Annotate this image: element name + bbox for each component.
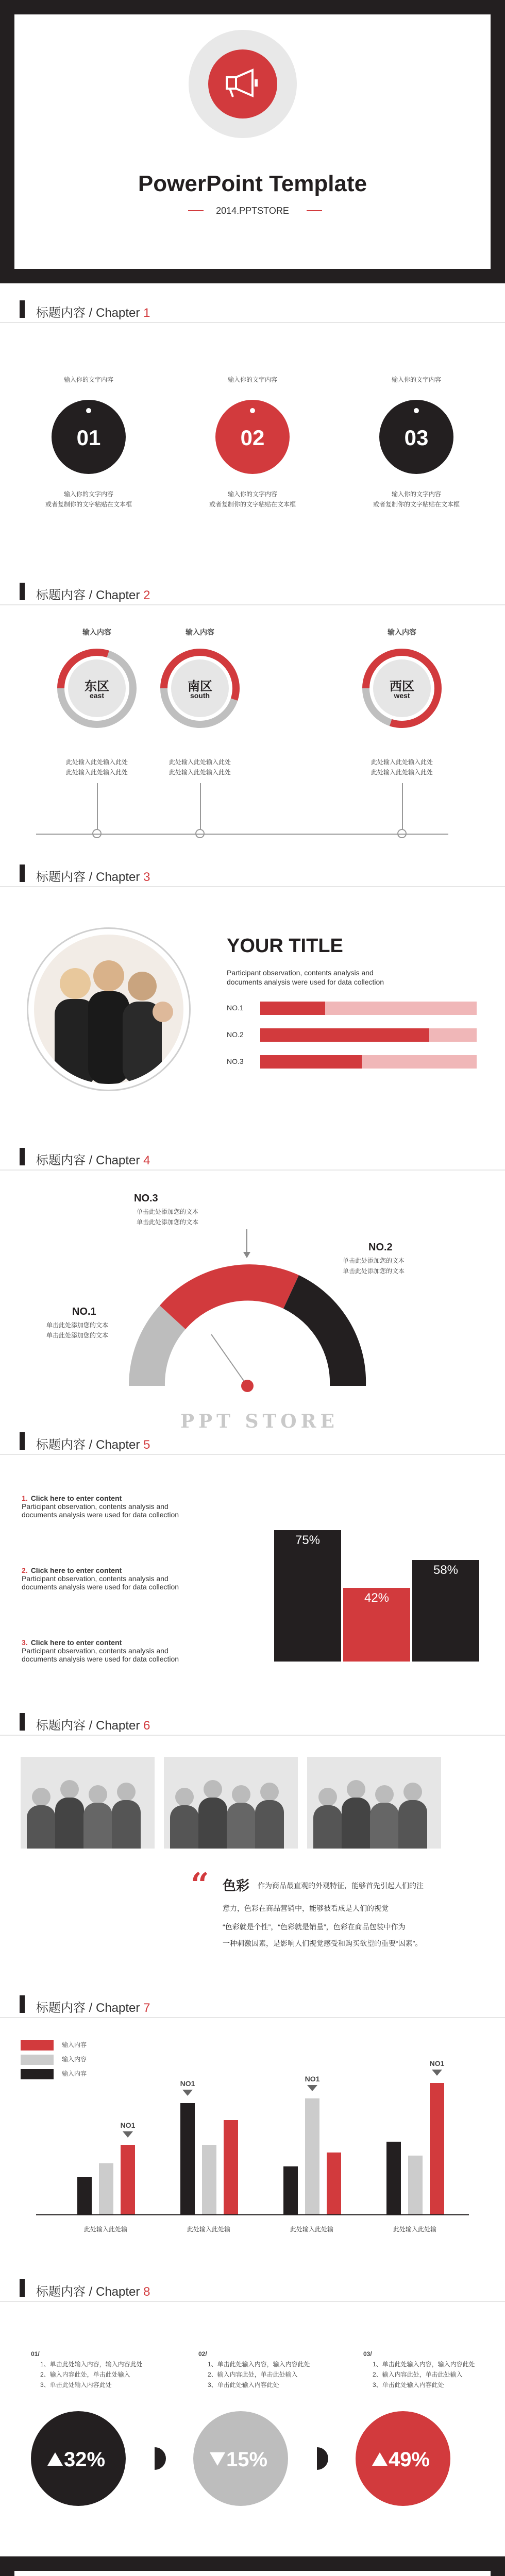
arrow-down-icon xyxy=(243,1229,250,1258)
quote-line-3: “色彩就是个性”，“色彩就是销量”，色彩在商品包装中作为 xyxy=(223,1923,406,1931)
bar-fill xyxy=(260,1002,325,1015)
column-line: 2、输入内容此处，单击此处输入 xyxy=(208,2371,298,2378)
bar-label: NO.3 xyxy=(227,1057,244,1065)
column-line: 3、单击此处输入内容此处 xyxy=(373,2381,444,2388)
gauge-text: 单击此处添加您的文本 xyxy=(136,1218,198,1226)
person-head xyxy=(60,1780,79,1799)
gauge-text: 单击此处添加您的文本 xyxy=(46,1332,109,1339)
region-text: 此处输入此处输入此处 xyxy=(65,769,128,776)
stat-value: 32% xyxy=(64,2448,106,2471)
person-head xyxy=(375,1785,394,1804)
gauge-label: NO.1 xyxy=(72,1306,96,1317)
region-name-en: west xyxy=(394,691,410,700)
region-text: 此处输入此处输入此处 xyxy=(371,758,433,766)
item-heading xyxy=(22,1494,264,1502)
legend-swatch xyxy=(21,2040,54,2050)
gauge-label: NO.3 xyxy=(134,1193,158,1204)
timeline-stem xyxy=(402,783,403,831)
item-head-text: Click here to enter content xyxy=(30,1638,122,1647)
megaphone-icon xyxy=(223,68,264,100)
item-head-text: Click here to enter content xyxy=(30,1494,122,1502)
region-name-zh: 南区 xyxy=(188,680,212,693)
bar-tag: NO1 xyxy=(305,2075,320,2083)
closing-frame xyxy=(0,2556,505,2576)
cover-title: PowerPoint Template xyxy=(138,171,367,196)
region-name-en: south xyxy=(190,691,210,700)
bar-label: NO.1 xyxy=(227,1004,244,1012)
chapter-1-header: 标题内容 / Chapter 1 xyxy=(0,291,505,327)
column-line: 3、单击此处输入内容此处 xyxy=(208,2381,279,2388)
person-body xyxy=(313,1805,342,1849)
person-head xyxy=(89,1785,107,1804)
chart-bar xyxy=(274,1530,341,1662)
item-bottom-text: 或者复制你的文字粘贴在文本框 xyxy=(373,501,460,508)
chapter-4-header: 标题内容 / Chapter 4 xyxy=(0,1139,505,1175)
region-name-zh: 东区 xyxy=(85,680,109,693)
quote-line-1: 作为商品最直观的外观特征，能够首先引起人们的注 xyxy=(258,1882,424,1890)
column-line: 2、输入内容此处，单击此处输入 xyxy=(373,2371,463,2378)
legend-label: 输入内容 xyxy=(62,2041,87,2048)
chart-bar xyxy=(180,2103,195,2214)
person-body xyxy=(370,1803,399,1849)
region-heading: 输入内容 xyxy=(186,628,214,636)
bar-tag: NO1 xyxy=(429,2059,445,2067)
disc-hole xyxy=(414,408,419,413)
chart-bar xyxy=(121,2145,135,2214)
item-bottom-text: 输入你的文字内容 xyxy=(227,490,277,498)
chapter-6-header: 标题内容 / Chapter 6 xyxy=(0,1704,505,1740)
list-item xyxy=(22,1638,264,1663)
arrow-up-icon xyxy=(47,2452,63,2466)
gauge-text: 单击此处添加您的文本 xyxy=(46,1321,109,1329)
chart-bar xyxy=(305,2098,319,2214)
list-item xyxy=(22,1494,264,1519)
column-heading: 02/ xyxy=(198,2350,207,2358)
item-line: documents analysis were used for data collection xyxy=(22,1655,179,1663)
item-heading xyxy=(22,1566,264,1574)
chart-bar xyxy=(327,2153,341,2214)
item-line: documents analysis were used for data collection xyxy=(22,1511,179,1519)
gauge-label: NO.2 xyxy=(368,1242,393,1253)
person-body xyxy=(342,1798,371,1849)
chart-bar xyxy=(224,2120,238,2214)
cover-rule-right xyxy=(307,210,322,211)
triangle-down-icon xyxy=(123,2131,133,2138)
bar-label: NO.2 xyxy=(227,1030,244,1039)
item-head-text: Click here to enter content xyxy=(30,1566,122,1574)
gauge-text: 单击此处添加您的文本 xyxy=(343,1257,405,1264)
chart-bar-label: 42% xyxy=(364,1591,390,1605)
group-caption: 此处输入此处输 xyxy=(187,2226,230,2233)
region-name-zh: 西区 xyxy=(390,680,414,693)
triangle-down-icon xyxy=(432,2070,442,2076)
region-text: 此处输入此处输入此处 xyxy=(65,758,128,766)
group-caption: 此处输入此处输 xyxy=(393,2226,436,2233)
person-head xyxy=(32,1788,50,1806)
bar-fill xyxy=(260,1028,429,1042)
group-caption: 此处输入此处输 xyxy=(83,2226,127,2233)
item-number: 2. xyxy=(22,1566,28,1574)
chapter-3-header: 标题内容 / Chapter 3 xyxy=(0,855,505,891)
legend-swatch xyxy=(21,2069,54,2079)
arrow-up-icon xyxy=(372,2452,388,2466)
item-top-text: 输入你的文字内容 xyxy=(391,376,441,383)
quote-mark-icon: “ xyxy=(191,1866,209,1903)
legend-label: 输入内容 xyxy=(62,2056,87,2063)
sec3-desc-1: Participant observation, contents analysis and xyxy=(227,969,374,977)
item-bottom-text: 输入你的文字内容 xyxy=(391,490,441,498)
gauge-text: 单击此处添加您的文本 xyxy=(136,1208,198,1215)
disc-hole xyxy=(250,408,255,413)
watermark: PPT STORE xyxy=(180,1411,339,1432)
gauge-chart xyxy=(113,1252,381,1401)
group-caption: 此处输入此处输 xyxy=(290,2226,333,2233)
chapter-7-header: 标题内容 / Chapter 7 xyxy=(0,1986,505,2022)
chapter-8-header: 标题内容 / Chapter 8 xyxy=(0,2270,505,2306)
region-text: 此处输入此处输入此处 xyxy=(169,758,231,766)
triangle-down-icon xyxy=(307,2085,317,2091)
bar-tag: NO1 xyxy=(180,2079,195,2088)
item-top-text: 输入你的文字内容 xyxy=(227,376,277,383)
person-body xyxy=(255,1800,284,1849)
bar-fill xyxy=(260,1055,362,1069)
item-number: 03 xyxy=(404,426,429,450)
item-bottom-text: 输入你的文字内容 xyxy=(63,490,113,498)
chart-bar xyxy=(202,2145,216,2214)
quote-line-4: 一种刺激因素，是影响人们视觉感受和购买欲望的重要“因素”。 xyxy=(223,1939,423,1947)
person-body xyxy=(170,1805,199,1849)
chart-bar-label: 75% xyxy=(295,1533,321,1547)
chart-bar xyxy=(408,2156,423,2214)
quote-line-2: 意力，色彩在商品营销中，能够被看成是人们的视觉 xyxy=(223,1904,389,1912)
column-line: 1、单击此处输入内容，输入内容此处 xyxy=(373,2361,475,2368)
chapter-number: 1 xyxy=(143,306,150,320)
item-number: 1. xyxy=(22,1494,28,1502)
person-body xyxy=(227,1803,256,1849)
item-line: documents analysis were used for data collection xyxy=(22,1583,179,1591)
person-body xyxy=(27,1805,56,1849)
item-heading xyxy=(22,1638,264,1647)
person-body xyxy=(83,1803,112,1849)
separator-half-disc xyxy=(155,2447,166,2470)
region-name-en: east xyxy=(89,691,105,700)
item-line: Participant observation, contents analysis and xyxy=(22,1574,169,1583)
region-text: 此处输入此处输入此处 xyxy=(371,769,433,776)
sec3-title: YOUR TITLE xyxy=(227,935,343,957)
person-head xyxy=(175,1788,194,1806)
chart-bar xyxy=(430,2083,444,2214)
person-head xyxy=(347,1780,365,1799)
chart-bar xyxy=(283,2166,298,2214)
quote-title: 色彩 xyxy=(223,1878,250,1893)
cover-subtitle: 2014.PPTSTORE xyxy=(216,206,289,216)
team-photo xyxy=(34,935,183,1084)
legend-swatch xyxy=(21,2055,54,2065)
person-body xyxy=(112,1800,141,1849)
gauge-text: 单击此处添加您的文本 xyxy=(343,1267,405,1275)
person-head xyxy=(318,1788,337,1806)
person-body xyxy=(398,1800,427,1849)
item-top-text: 输入你的文字内容 xyxy=(63,376,113,383)
separator-half-disc xyxy=(317,2447,328,2470)
timeline-stem xyxy=(97,783,98,831)
person-head xyxy=(403,1783,422,1801)
column-line: 2、输入内容此处，单击此处输入 xyxy=(40,2371,130,2378)
team-photo xyxy=(307,1757,441,1849)
chart-bar xyxy=(386,2142,401,2214)
person-head xyxy=(260,1783,279,1801)
arrow-down-icon xyxy=(210,2452,225,2466)
timeline-stem xyxy=(200,783,201,831)
legend-label: 输入内容 xyxy=(62,2070,87,2077)
stat-value: 49% xyxy=(389,2448,430,2471)
team-photo xyxy=(21,1757,155,1849)
item-line: Participant observation, contents analysis and xyxy=(22,1647,169,1655)
chart-bar-label: 58% xyxy=(433,1563,459,1577)
sec3-desc-2: documents analysis were used for data collection xyxy=(227,978,384,986)
item-number: 02 xyxy=(240,426,265,450)
chart-bar xyxy=(77,2177,92,2214)
region-heading: 输入内容 xyxy=(82,628,111,636)
stat-value: 15% xyxy=(226,2448,268,2471)
chart-baseline xyxy=(36,2214,469,2215)
chapter-2-header: 标题内容 / Chapter 2 xyxy=(0,573,505,609)
person-body xyxy=(55,1798,84,1849)
person-head xyxy=(204,1780,222,1799)
region-heading: 输入内容 xyxy=(388,628,416,636)
bar-tag: NO1 xyxy=(120,2121,136,2129)
team-photo xyxy=(164,1757,298,1849)
region-text: 此处输入此处输入此处 xyxy=(169,769,231,776)
disc-hole xyxy=(86,408,91,413)
chart-bar xyxy=(99,2163,113,2214)
person-body xyxy=(198,1798,227,1849)
item-bottom-text: 或者复制你的文字粘贴在文本框 xyxy=(209,501,296,508)
item-line: Participant observation, contents analysis and xyxy=(22,1502,169,1511)
item-bottom-text: 或者复制你的文字粘贴在文本框 xyxy=(45,501,132,508)
triangle-down-icon xyxy=(182,2090,193,2096)
list-item xyxy=(22,1566,264,1591)
column-line: 1、单击此处输入内容，输入内容此处 xyxy=(40,2361,143,2368)
timeline-line xyxy=(36,834,448,835)
item-number: 3. xyxy=(22,1638,28,1647)
column-line: 1、单击此处输入内容，输入内容此处 xyxy=(208,2361,310,2368)
item-number: 01 xyxy=(76,426,101,450)
column-line: 3、单击此处输入内容此处 xyxy=(40,2381,112,2388)
person-head xyxy=(117,1783,136,1801)
person-head xyxy=(232,1785,250,1804)
chapter-5-header: 标题内容 / Chapter 5 xyxy=(0,1423,505,1459)
column-heading: 01/ xyxy=(31,2350,40,2358)
column-heading: 03/ xyxy=(363,2350,372,2358)
